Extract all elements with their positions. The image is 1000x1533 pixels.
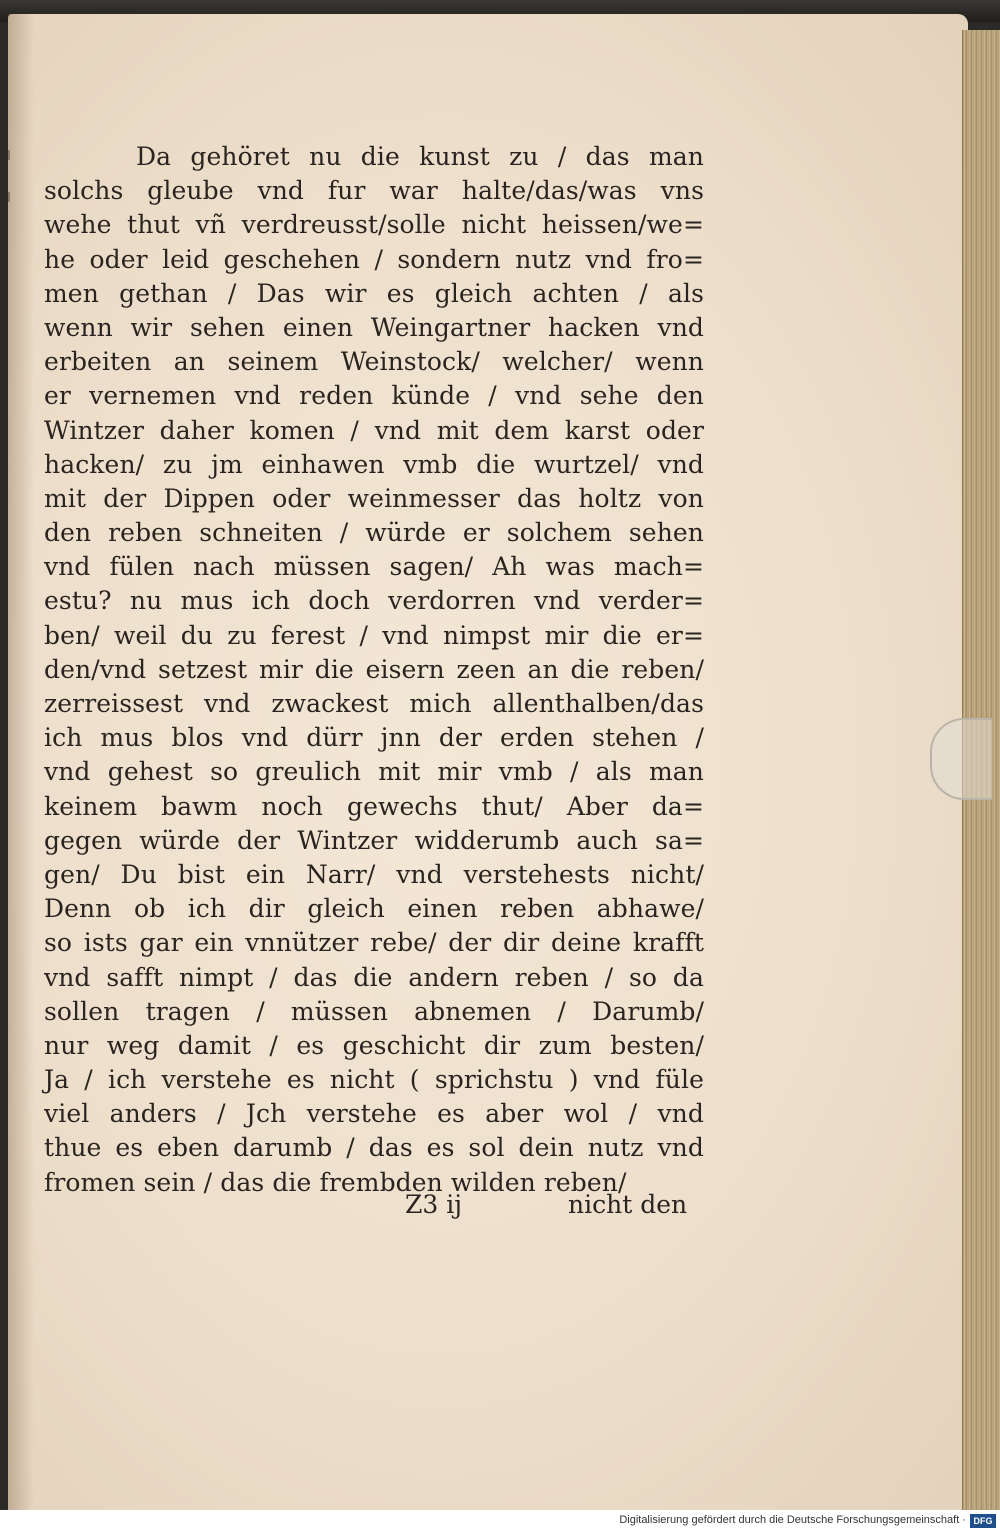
- text-line: sollen tragen / müssen abnemen / Darumb/: [44, 996, 704, 1026]
- text-line: wenn wir sehen einen Weingartner hacken vnd: [44, 312, 704, 342]
- text-line: Wintzer daher komen / vnd mit dem karst oder: [44, 415, 704, 445]
- text-line: Da gehöret nu die kunst zu / das man: [136, 142, 704, 171]
- margin-mark: [8, 192, 16, 202]
- text-line: so ists gar ein vnnützer rebe/ der dir deine krafft: [44, 928, 704, 958]
- text-line: men gethan / Das wir es gleich achten / als: [44, 278, 704, 308]
- text-line: den/vnd setzest mir die eisern zeen an die reben/: [44, 654, 704, 684]
- body-text: [44, 140, 704, 1200]
- text-line: estu? nu mus ich doch verdorren vnd verder=: [44, 586, 704, 616]
- text-line: nur weg damit / es geschicht dir zum besten/: [44, 1030, 704, 1060]
- text-line: mit der Dippen oder weinmesser das holtz von: [44, 483, 704, 513]
- text-line: he oder leid geschehen / sondern nutz vnd fro=: [44, 244, 704, 274]
- text-line: keinem bawm noch gewechs thut/ Aber da=: [44, 791, 704, 821]
- text-line: vnd gehest so greulich mit mir vmb / als man: [44, 757, 704, 787]
- signature-mark: Z3 ij: [405, 1190, 462, 1219]
- text-line: vnd fülen nach müssen sagen/ Ah was mach=: [44, 552, 704, 582]
- margin-mark: [8, 150, 16, 160]
- page-clip-tab: [930, 718, 992, 800]
- text-line: ich mus blos vnd dürr jnn der erden stehen /: [44, 723, 704, 753]
- text-line: gegen würde der Wintzer widderumb auch sa=: [44, 825, 704, 855]
- text-line: gen/ Du bist ein Narr/ vnd verstehests nicht/: [44, 859, 704, 889]
- funding-credit: Digitalisierung gefördert durch die Deutsche Forschungsgemeinschaft ·: [619, 1514, 966, 1526]
- text-line: Ja / ich verstehe es nicht ( sprichstu ) vnd füle: [44, 1065, 704, 1095]
- text-line: zerreissest vnd zwackest mich allenthalben/das: [44, 689, 704, 718]
- text-line: wehe thut vñ verdreusst/solle nicht heissen/we=: [44, 210, 704, 240]
- digitization-footer: [0, 1510, 1000, 1533]
- text-line: fromen sein / das die frembden wilden reben/: [44, 1167, 627, 1197]
- text-line: erbeiten an seinem Weinstock/ welcher/ wenn: [44, 347, 704, 377]
- text-line: er vernemen vnd reden künde / vnd sehe den: [44, 381, 704, 411]
- text-line: ben/ weil du zu ferest / vnd nimpst mir die er=: [44, 620, 704, 650]
- text-line: thue es eben darumb / das es sol dein nutz vnd: [44, 1133, 704, 1163]
- text-line: den reben schneiten / würde er solchem sehen: [44, 518, 704, 548]
- text-line: Denn ob ich dir gleich einen reben abhawe/: [44, 894, 704, 924]
- gutter-shadow: [8, 14, 34, 1510]
- text-line: viel anders / Jch verstehe es aber wol / vnd: [44, 1099, 704, 1129]
- text-line: vnd safft nimpt / das die andern reben / so da: [44, 962, 704, 992]
- text-line: hacken/ zu jm einhawen vmb die wurtzel/ vnd: [44, 449, 704, 479]
- catchword: nicht den: [568, 1190, 688, 1219]
- dfg-logo: DFG: [970, 1514, 996, 1528]
- text-line: solchs gleube vnd fur war halte/das/was vns: [44, 176, 704, 206]
